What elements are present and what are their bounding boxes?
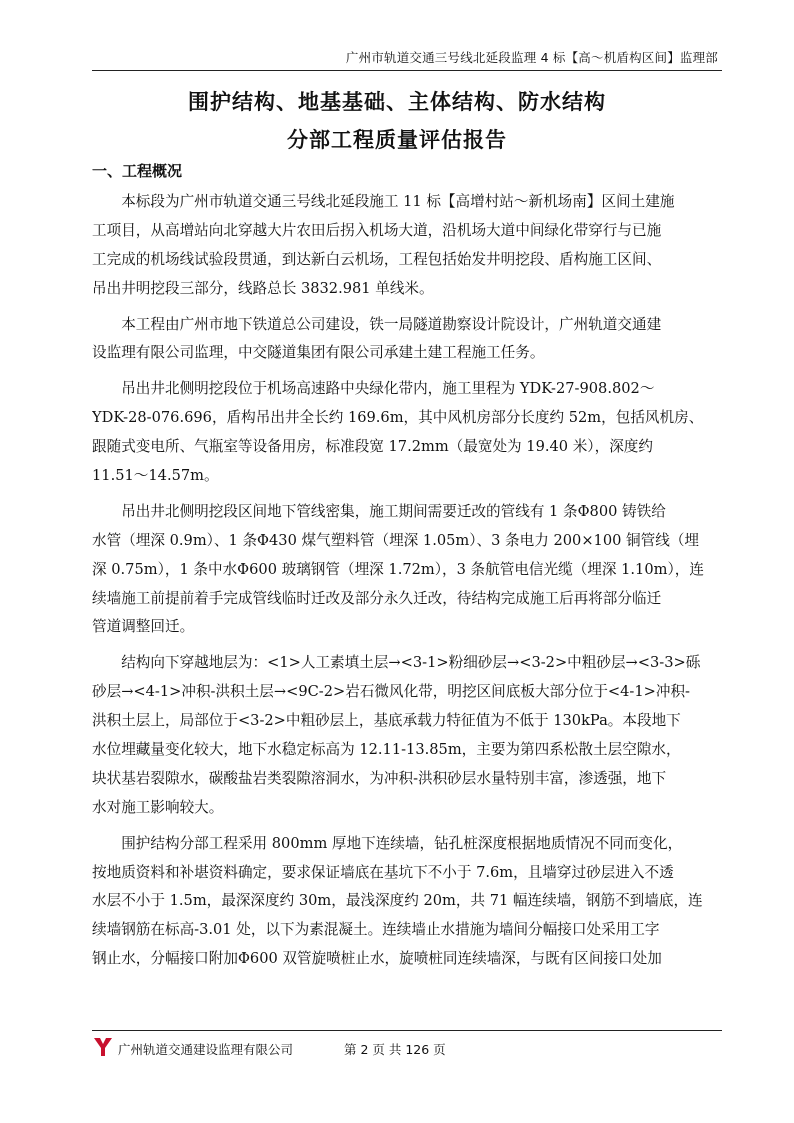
running-header: 广州市轨道交通三号线北延段监理 4 标【高～机盾构区间】监理部: [345, 50, 718, 65]
body-line: 结构向下穿越地层为：<1>人工素填土层→<3-1>粉细砂层→<3-2>中粗砂层→<3-3>砾: [92, 654, 701, 672]
footer-company-name: 广州轨道交通建设监理有限公司: [118, 1042, 294, 1057]
section-heading: 一、工程概况: [92, 162, 183, 180]
paragraph-gap: [92, 368, 722, 375]
page-number: 第 2 页 共 126 页: [344, 1042, 446, 1057]
report-title-line-1: 围护结构、地基基础、主体结构、防水结构: [188, 89, 606, 114]
body-line: 水位埋藏量变化较大，地下水稳定标高为 12.11-13.85m，主要为第四系松散土层空隙水，: [92, 741, 681, 759]
body-line: 水对施工影响较大。: [92, 798, 224, 816]
body-line: 围护结构分部工程采用 800mm 厚地下连续墙，钻孔桩深度根据地质情况不同而变化，: [92, 834, 683, 852]
header-divider: [92, 70, 722, 71]
body-line: 续墙钢筋在标高-3.01 处，以下为素混凝土。连续墙止水措施为墙间分幅接口处采用工字: [92, 921, 660, 939]
body-line: 工完成的机场线试验段贯通，到达新白云机场，工程包括始发井明挖段、盾构施工区间、: [92, 250, 662, 268]
paragraph-gap: [92, 491, 722, 498]
body-line: 本工程由广州市地下铁道总公司建设，铁一局隧道勘察设计院设计，广州轨道交通建: [92, 315, 662, 333]
body-line: 吊出井明挖段三部分，线路总长 3832.981 单线米。: [92, 279, 434, 297]
body-line: 水层不小于 1.5m，最深深度约 30m，最浅深度约 20m，共 71 幅连续墙，钢筋不到墙底，连: [92, 892, 703, 910]
body-line: 设监理有限公司监理，中交隧道集团有限公司承建土建工程施工任务。: [92, 344, 545, 362]
body-line: 吊出井北侧明挖段位于机场高速路中央绿化带内，施工里程为 YDK-27-908.802～: [92, 380, 655, 398]
body-line: 钢止水，分幅接口附加Φ600 双管旋喷桩止水，旋喷桩同连续墙深，与既有区间接口处加: [92, 950, 662, 968]
report-title-line-2: 分部工程质量评估报告: [287, 127, 507, 152]
body-text: [92, 188, 722, 974]
body-line: YDK-28-076.696，盾构吊出井全长约 169.6m，其中风机房部分长度约 52m，包括风机房、: [92, 409, 704, 427]
body-line: 本标段为广州市轨道交通三号线北延段施工 11 标【高增村站～新机场南】区间土建施: [92, 193, 675, 210]
body-line: 按地质资料和补堪资料确定，要求保证墙底在基坑下不小于 7.6m，且墙穿过砂层进入不透: [92, 863, 674, 881]
company-logo-icon: [92, 1036, 114, 1062]
body-line: 砂层→<4-1>冲积-洪积土层→<9C-2>岩石微风化带，明挖区间底板大部分位于<4-1>冲积-: [92, 683, 690, 701]
body-line: 洪积土层上，局部位于<3-2>中粗砂层上，基底承载力特征值为不低于 130kPa。本段地下: [92, 712, 681, 730]
body-line: 跟随式变电所、气瓶室等设备用房，标准段宽 17.2mm（最宽处为 19.40 米），深度约: [92, 438, 653, 456]
body-line: 工项目，从高增站向北穿越大片农田后拐入机场大道，沿机场大道中间绿化带穿行与已施: [92, 221, 662, 239]
paragraph-gap: [92, 823, 722, 830]
body-line: 续墙施工前提前着手完成管线临时迁改及部分永久迁改，待结构完成施工后再将部分临迁: [92, 589, 662, 607]
paragraph-gap: [92, 642, 722, 649]
paragraph-gap: [92, 304, 722, 311]
body-line: 水管（埋深 0.9m）、1 条Φ430 煤气塑料管（埋深 1.05m）、3 条电力 200×100 铜管线（埋: [92, 531, 700, 549]
body-line: 块状基岩裂隙水，碳酸盐岩类裂隙溶洞水，为冲积-洪积砂层水量特别丰富，渗透强，地下: [92, 769, 667, 787]
body-line: 深 0.75m），1 条中水Φ600 玻璃钢管（埋深 1.72m），3 条航管电信光缆（埋深 1.10m），连: [92, 560, 704, 578]
body-line: 11.51～14.57m。: [92, 467, 219, 485]
body-line: 管道调整回迁。: [92, 618, 195, 636]
body-line: 吊出井北侧明挖段区间地下管线密集，施工期间需要迁改的管线有 1 条Φ800 铸铁给: [92, 502, 666, 520]
footer-divider: [92, 1030, 722, 1031]
